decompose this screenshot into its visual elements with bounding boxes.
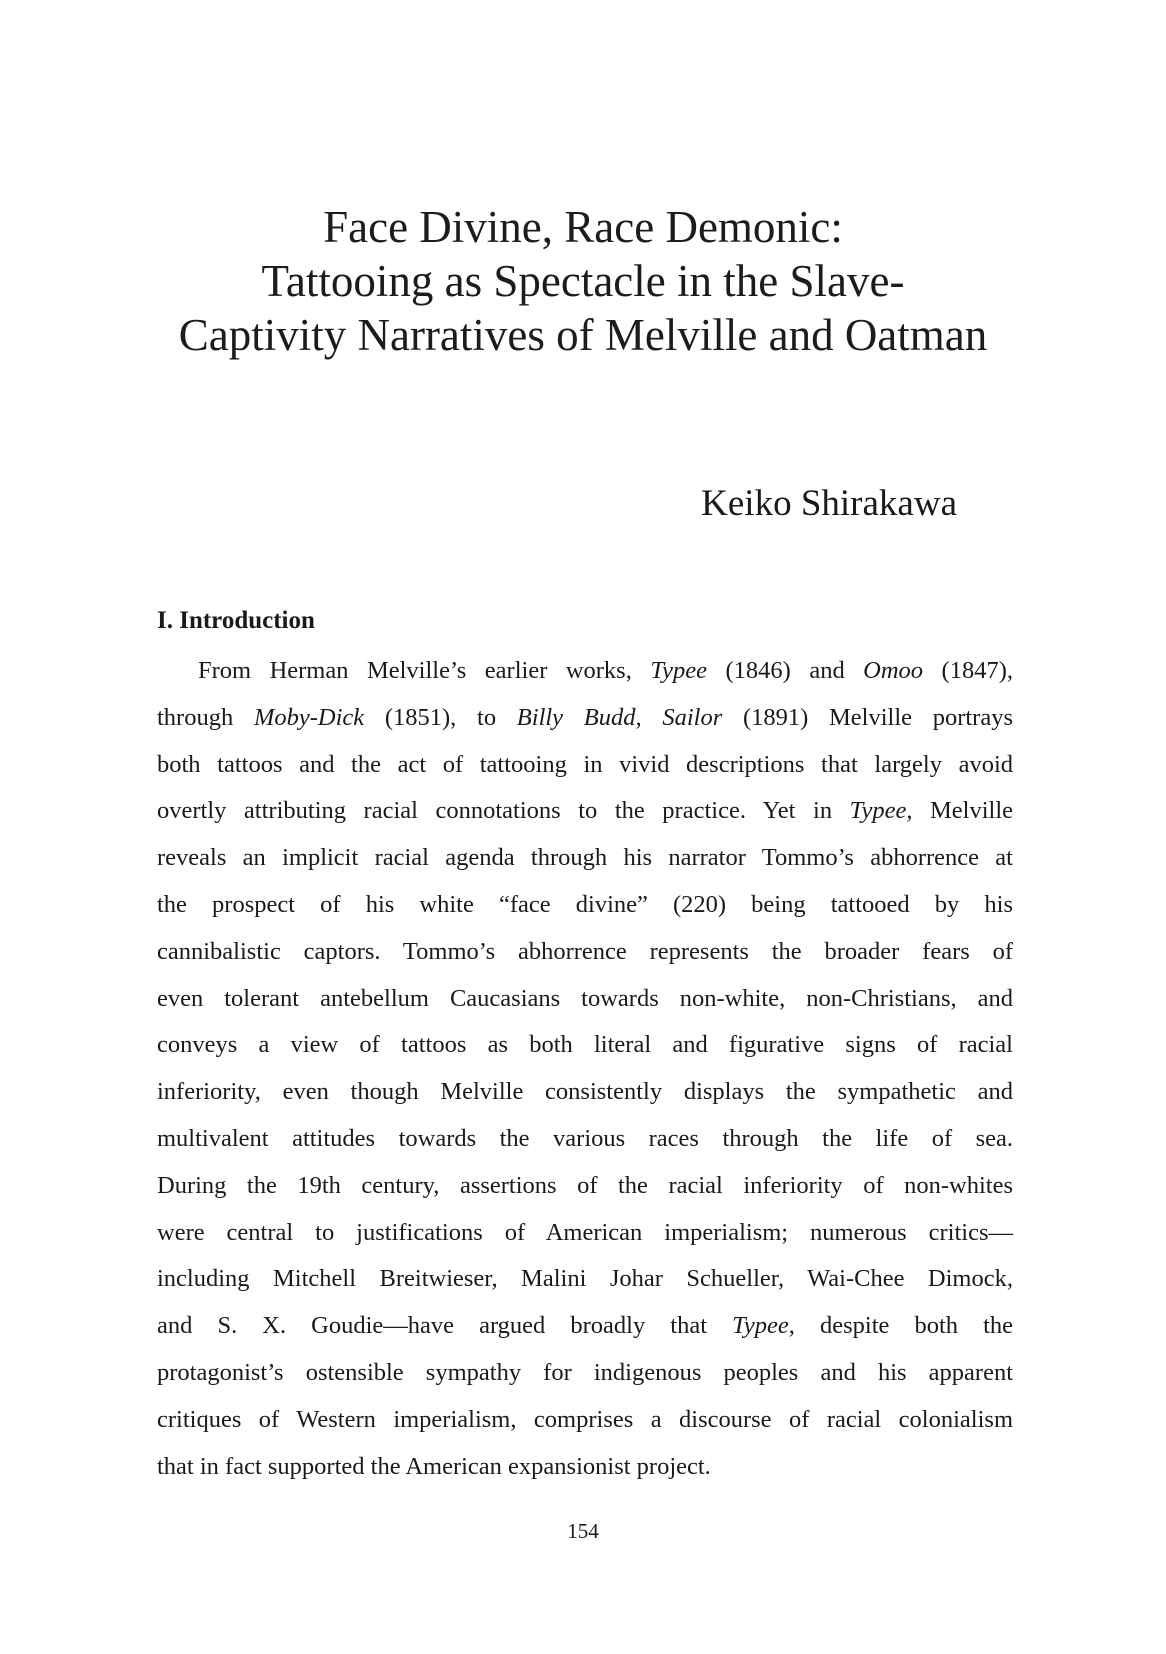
text-line: multivalent attitudes towards the various races through the life of sea. (157, 1124, 1013, 1152)
section-heading: I. Introduction (157, 607, 315, 634)
title-line-1: Face Divine, Race Demonic: (323, 202, 843, 252)
text-line: From Herman Melville’s earlier works, Typee (1846) and Omoo (1847), (198, 657, 1013, 684)
text-line: critiques of Western imperialism, comprises a discourse of racial colonialism (157, 1405, 1013, 1433)
text-line: even tolerant antebellum Caucasians towards non-white, non-Christians, and (157, 984, 1013, 1012)
work-title: Typee (650, 657, 708, 684)
text-line: conveys a view of tattoos as both literal and figurative signs of racial (157, 1031, 1013, 1059)
page-number: 154 (567, 1519, 599, 1543)
text-line: were central to justifications of American imperialism; numerous critics— (157, 1218, 1013, 1246)
text-line: and S. X. Goudie—have argued broadly that Typee, despite both the (157, 1312, 1013, 1340)
text-line: both tattoos and the act of tattooing in vivid descriptions that largely avoid (157, 750, 1013, 778)
work-title: Typee (732, 1312, 789, 1340)
body-paragraph (157, 648, 1013, 1490)
work-title: Omoo (863, 657, 924, 684)
work-title: Typee (849, 797, 907, 825)
title-line-3: Captivity Narratives of Melville and Oatman (178, 310, 988, 360)
text-line: reveals an implicit racial agenda through his narrator Tommo’s abhorrence at (157, 844, 1013, 872)
text-line: that in fact supported the American expansionist project. (157, 1452, 711, 1480)
article-title (0, 200, 1166, 362)
author-name: Keiko Shirakawa (701, 483, 957, 524)
text-line: overtly attributing racial connotations to the practice. Yet in Typee, Melville (157, 797, 1014, 825)
work-title: Billy Budd, Sailor (516, 703, 723, 731)
text-line: During the 19th century, assertions of the racial inferiority of non-whites (157, 1171, 1013, 1199)
text-line: protagonist’s ostensible sympathy for indigenous peoples and his apparent (157, 1358, 1013, 1386)
text-line: through Moby-Dick (1851), to Billy Budd, Sailor (1891) Melville portrays (157, 703, 1013, 731)
work-title: Moby-Dick (253, 703, 365, 731)
text-line: including Mitchell Breitwieser, Malini Johar Schueller, Wai-Chee Dimock, (157, 1265, 1013, 1293)
text-line: inferiority, even though Melville consistently displays the sympathetic and (157, 1078, 1013, 1106)
text-line: cannibalistic captors. Tommo’s abhorrence represents the broader fears of (157, 937, 1013, 965)
title-line-2: Tattooing as Spectacle in the Slave- (261, 256, 905, 306)
text-line: the prospect of his white “face divine” (220) being tattooed by his (157, 890, 1013, 918)
